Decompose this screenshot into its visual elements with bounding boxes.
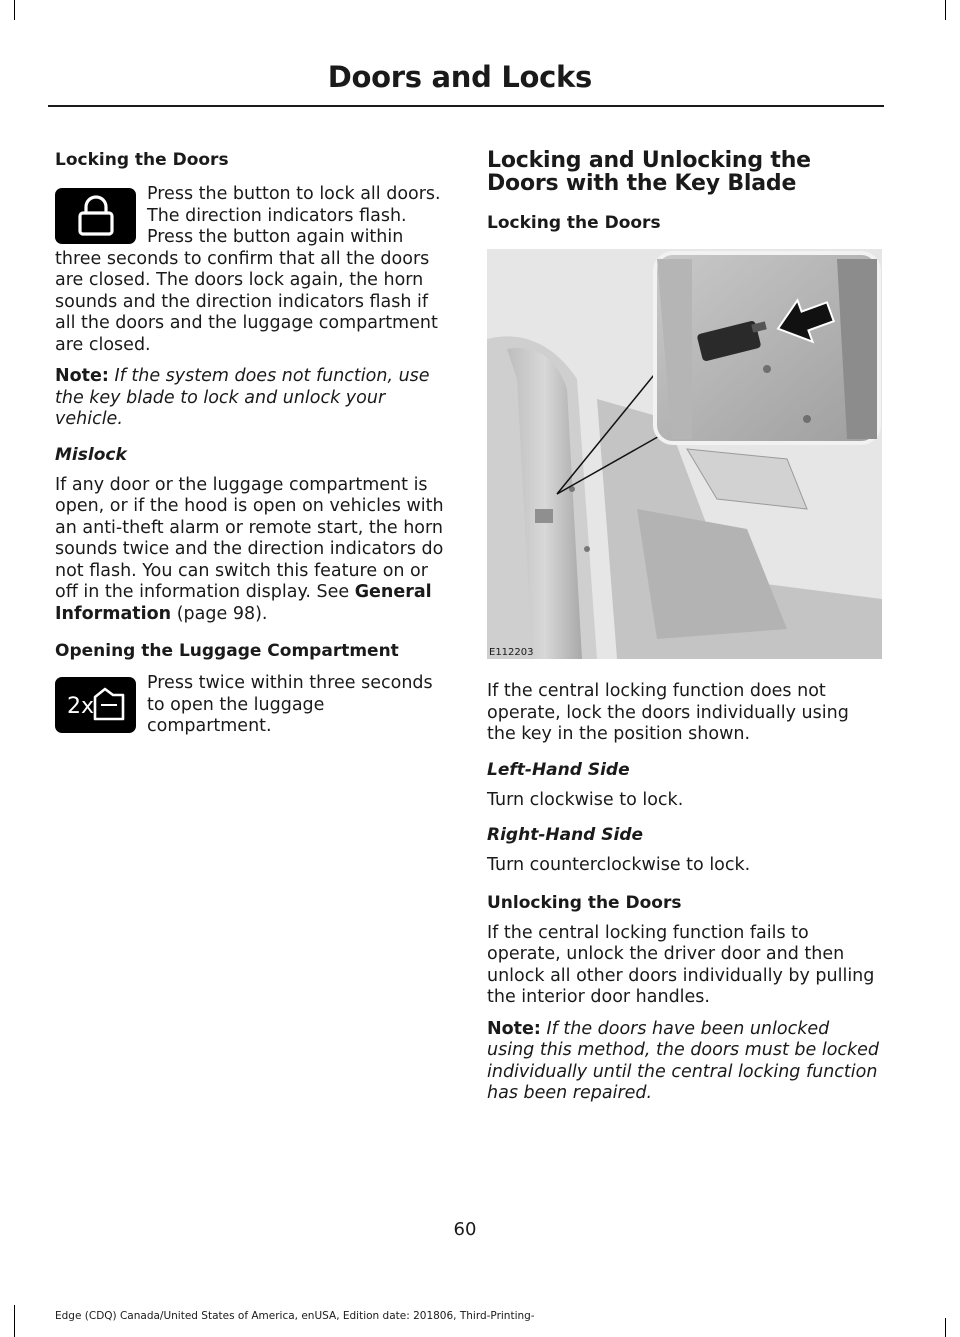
lhs-heading: Left-Hand Side (487, 759, 630, 780)
figure-id: E112203 (489, 647, 534, 658)
mislock-text-2: (page 98). (176, 603, 268, 624)
rhs-heading: Right-Hand Side (487, 825, 644, 845)
luggage-heading: Opening the Luggage Compartment (55, 641, 399, 661)
left-column (55, 140, 447, 738)
page-title: Doors and Locks (327, 60, 592, 94)
key-blade-heading: Locking and Unlocking the Doors with the Key Blade (487, 148, 811, 196)
general-information-link[interactable]: General Information (55, 582, 432, 624)
right-column (487, 140, 882, 1105)
mislock-text-1: If any door or the luggage compartment is open, or if the hood is open on vehicles with an anti-theft alarm or remote start, the horn sounds twice and the direction indicators do not flash. You can switch this feature on or off in the information display. See (55, 474, 444, 602)
crop-mark-top-left-v (14, 0, 15, 20)
door-illustration (487, 249, 882, 659)
mislock-paragraph (55, 475, 447, 626)
lhs-text: Turn clockwise to lock. (487, 789, 684, 810)
luggage-instruction (55, 673, 447, 738)
rhs-text: Turn counterclockwise to lock. (487, 855, 751, 875)
unlocking-heading: Unlocking the Doors (487, 892, 682, 913)
header-divider (48, 105, 884, 107)
locking-doors-heading: Locking the Doors (55, 150, 229, 170)
note-label: Note: (55, 366, 109, 386)
lock-text: Press the button to lock all doors. The direction indicators flash. Press the button again within three seconds to confirm that all the doors are closed. The doors lock again, the horn sounds and the direction indicators flash if all the doors and the luggage compartment are closed. (55, 184, 441, 355)
right-note-text: If the doors have been unlocked using this method, the doors must be locked individually until the central locking function has been repaired. (487, 1018, 880, 1103)
right-locking-heading: Locking the Doors (487, 213, 661, 233)
unlocking-text: If the central locking function fails to operate, unlock the driver door and then unlock all other doors individually by pulling the interior door handles. (487, 922, 875, 1007)
figure-caption: If the central locking function does not operate, lock the doors individually using the key in the position shown. (487, 681, 849, 744)
right-note-paragraph (487, 1019, 882, 1105)
crop-mark-top-right-v (945, 0, 946, 20)
mislock-heading: Mislock (55, 444, 127, 465)
lock-instruction (55, 184, 447, 356)
door-lock-figure (487, 249, 882, 659)
footer-text: Edge (CDQ) Canada/United States of America, enUSA, Edition date: 201806, Third-Printing- (55, 1310, 535, 1322)
right-note-label: Note: (487, 1018, 541, 1039)
lock-icon (55, 188, 136, 244)
note-paragraph (55, 366, 447, 431)
luggage-text: Press twice within three seconds to open the luggage compartment. (147, 673, 433, 736)
crop-mark-bottom-left-v (14, 1305, 15, 1337)
page-number: 60 (453, 1219, 477, 1240)
note-text: If the system does not function, use the key blade to lock and unlock your vehicle. (55, 366, 430, 429)
liftgate-2x-icon (55, 677, 136, 733)
crop-mark-bottom-right-v (945, 1318, 946, 1337)
liftgate-2x-label: 2x (66, 694, 94, 719)
